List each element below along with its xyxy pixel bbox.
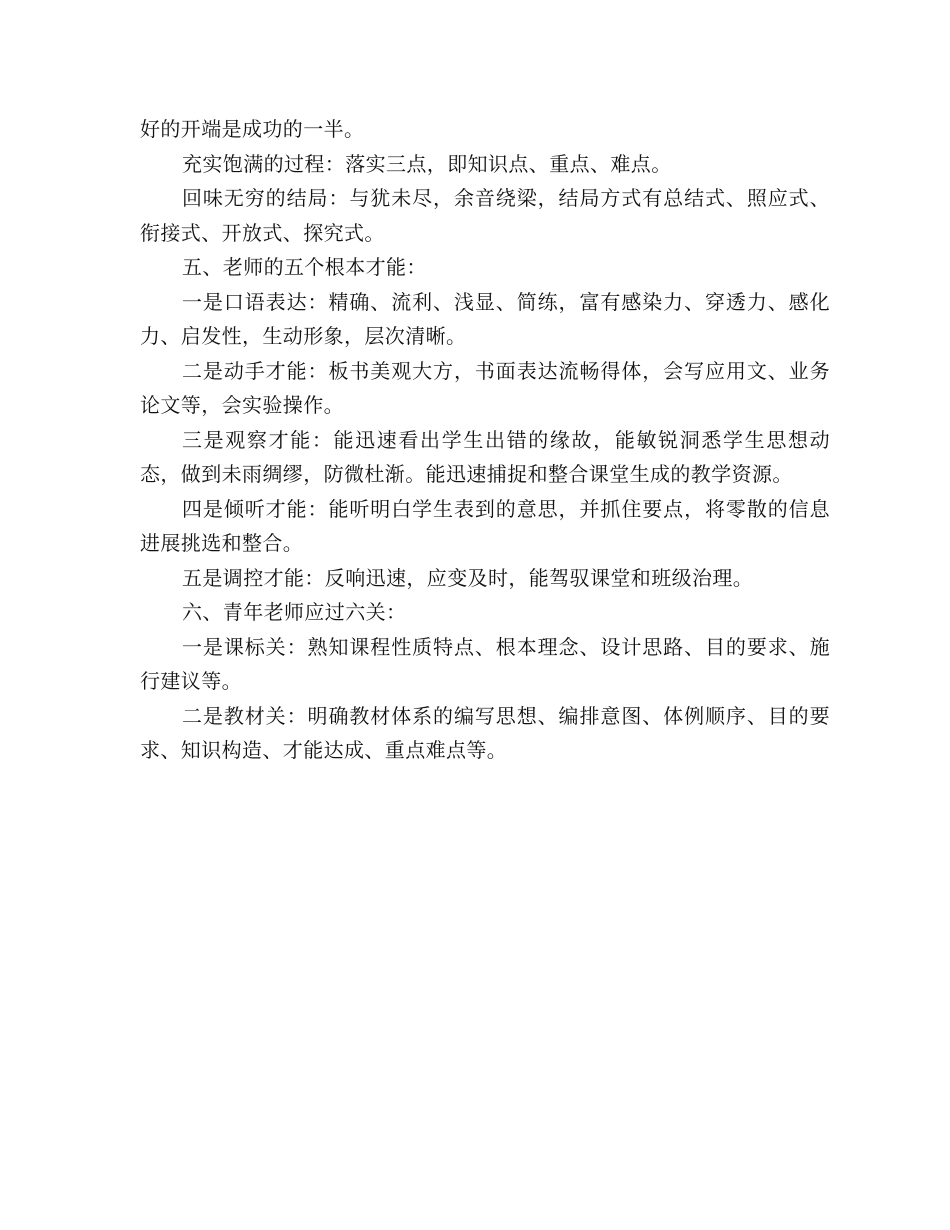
paragraph-process: 充实饱满的过程：落实三点，即知识点、重点、难点。 [182, 151, 672, 176]
paragraph-textbook: 二是教材关：明确教材体系的编写思想、编排意图、体例顺序、目的要求、知识构造、才能达成、重点难点等。 [140, 703, 830, 762]
paragraph-listening: 四是倾听才能：能听明白学生表到的意思，并抓住要点，将零散的信息进展挑选和整合。 [140, 496, 830, 555]
paragraph-hands-on: 二是动手才能：板书美观大方，书面表达流畅得体，会写应用文、业务论文等，会实验操作。 [140, 358, 830, 417]
paragraph-oral-expression: 一是口语表达：精确、流利、浅显、简练，富有感染力、穿透力、感化力、启发性，生动形象，层次清晰。 [140, 289, 830, 348]
paragraph-observation: 三是观察才能：能迅速看出学生出错的缘故，能敏锐洞悉学生思想动态，做到未雨绸缪，防微杜渐。能迅速捕捉和整合课堂生成的教学资源。 [140, 427, 830, 486]
section-heading-six-passes: 六、青年老师应过六关： [182, 600, 407, 624]
section-heading-five-abilities: 五、老师的五个根本才能： [182, 255, 427, 279]
document-body [140, 112, 830, 768]
paragraph-control: 五是调控才能：反响迅速，应变及时，能驾驭课堂和班级治理。 [182, 565, 754, 590]
paragraph-curriculum-standard: 一是课标关：熟知课程性质特点、根本理念、设计思路、目的要求、施行建议等。 [140, 634, 830, 693]
paragraph-opening: 好的开端是成功的一半。 [140, 117, 365, 141]
paragraph-ending: 回味无穷的结局：与犹未尽，余音绕梁，结局方式有总结式、照应式、衔接式、开放式、探究式。 [140, 186, 830, 245]
